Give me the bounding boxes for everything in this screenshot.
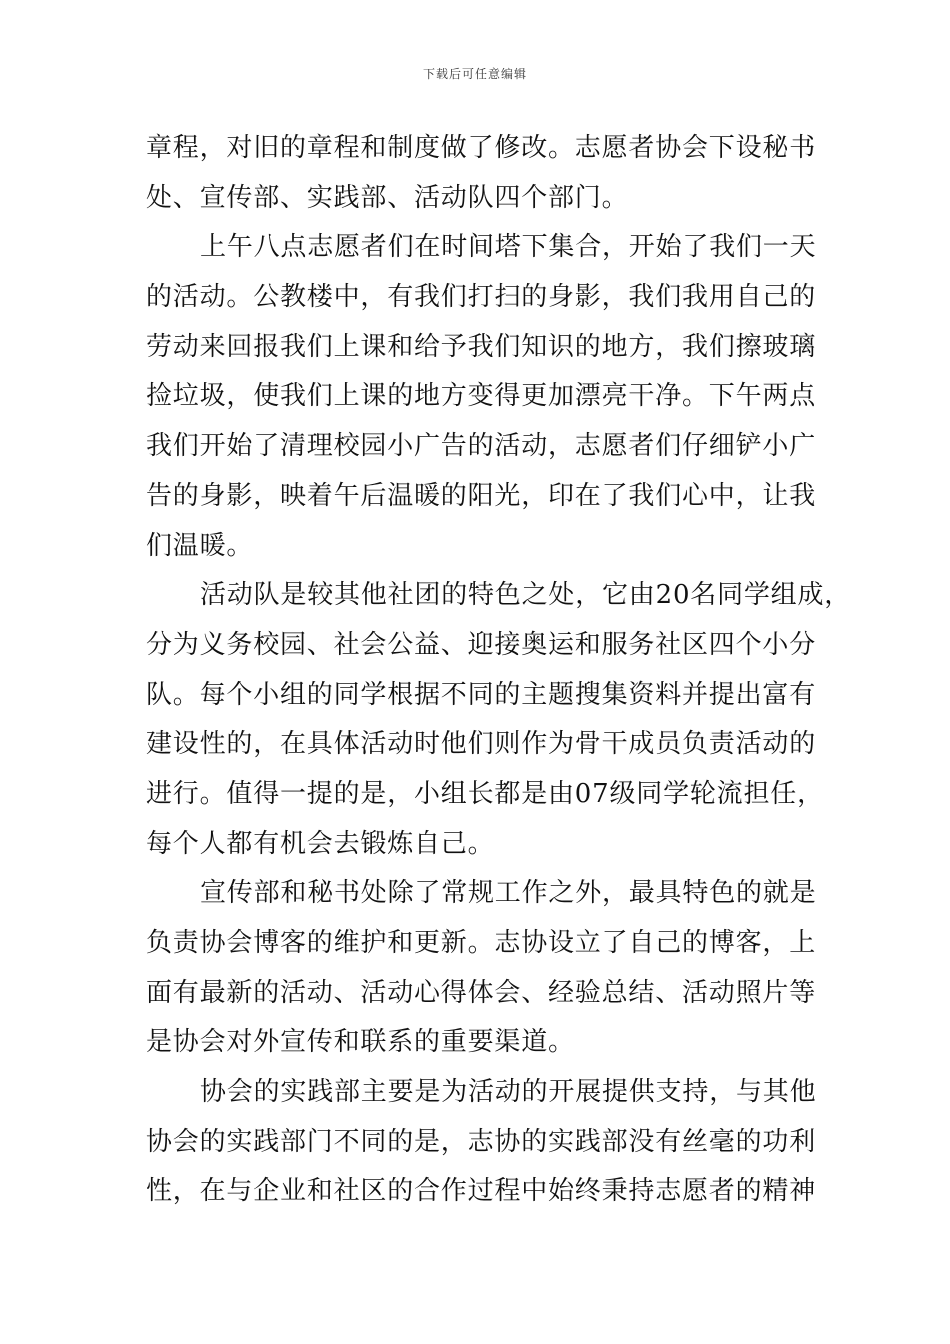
text-line: 活动队是较其他社团的特色之处，它由20名同学组成， bbox=[200, 580, 852, 611]
text-line: 是协会对外宣传和联系的重要渠道。 bbox=[146, 1027, 575, 1058]
text-line: 每个人都有机会去锻炼自己。 bbox=[146, 828, 495, 859]
text-line: 分为义务校园、社会公益、迎接奥运和服务社区四个小分 bbox=[146, 629, 817, 660]
text-line: 们温暖。 bbox=[146, 530, 254, 561]
text-line: 章程，对旧的章程和制度做了修改。志愿者协会下设秘书 bbox=[146, 133, 817, 163]
text-line: 性，在与企业和社区的合作过程中始终秉持志愿者的精神 bbox=[146, 1176, 817, 1207]
text-line: 协会的实践部门不同的是，志协的实践部没有丝毫的功利 bbox=[146, 1126, 817, 1157]
text-line: 面有最新的活动、活动心得体会、经验总结、活动照片等 bbox=[146, 977, 817, 1008]
text-line: 建设性的，在具体活动时他们则作为骨干成员负责活动的 bbox=[146, 729, 817, 760]
text-line: 处、宣传部、实践部、活动队四个部门。 bbox=[146, 182, 629, 213]
paragraph-5 bbox=[146, 1068, 836, 1217]
text-line: 上午八点志愿者们在时间塔下集合，开始了我们一天 bbox=[200, 232, 817, 263]
document-body bbox=[146, 124, 852, 1217]
text-line: 进行。值得一提的是，小组长都是由07级同学轮流担任， bbox=[146, 778, 824, 809]
text-line: 劳动来回报我们上课和给予我们知识的地方，我们擦玻璃 bbox=[146, 331, 817, 362]
text-line: 我们开始了清理校园小广告的活动，志愿者们仔细铲小广 bbox=[146, 431, 817, 462]
paragraph-2 bbox=[146, 223, 836, 571]
text-line: 协会的实践部主要是为活动的开展提供支持，与其他 bbox=[200, 1077, 817, 1108]
text-line: 宣传部和秘书处除了常规工作之外，最具特色的就是 bbox=[200, 878, 817, 909]
paragraph-4 bbox=[146, 869, 836, 1068]
text-line: 负责协会博客的维护和更新。志协设立了自己的博客，上 bbox=[146, 928, 817, 958]
text-line: 的活动。公教楼中，有我们打扫的身影，我们我用自己的 bbox=[146, 282, 817, 313]
page-header: 下载后可任意编辑 bbox=[422, 67, 527, 81]
text-line: 队。每个小组的同学根据不同的主题搜集资料并提出富有 bbox=[146, 679, 817, 710]
paragraph-3 bbox=[146, 571, 852, 869]
text-line: 捡垃圾，使我们上课的地方变得更加漂亮干净。下午两点 bbox=[146, 381, 817, 412]
text-line: 告的身影，映着午后温暖的阳光，印在了我们心中，让我 bbox=[146, 480, 817, 511]
paragraph-1 bbox=[146, 124, 836, 223]
